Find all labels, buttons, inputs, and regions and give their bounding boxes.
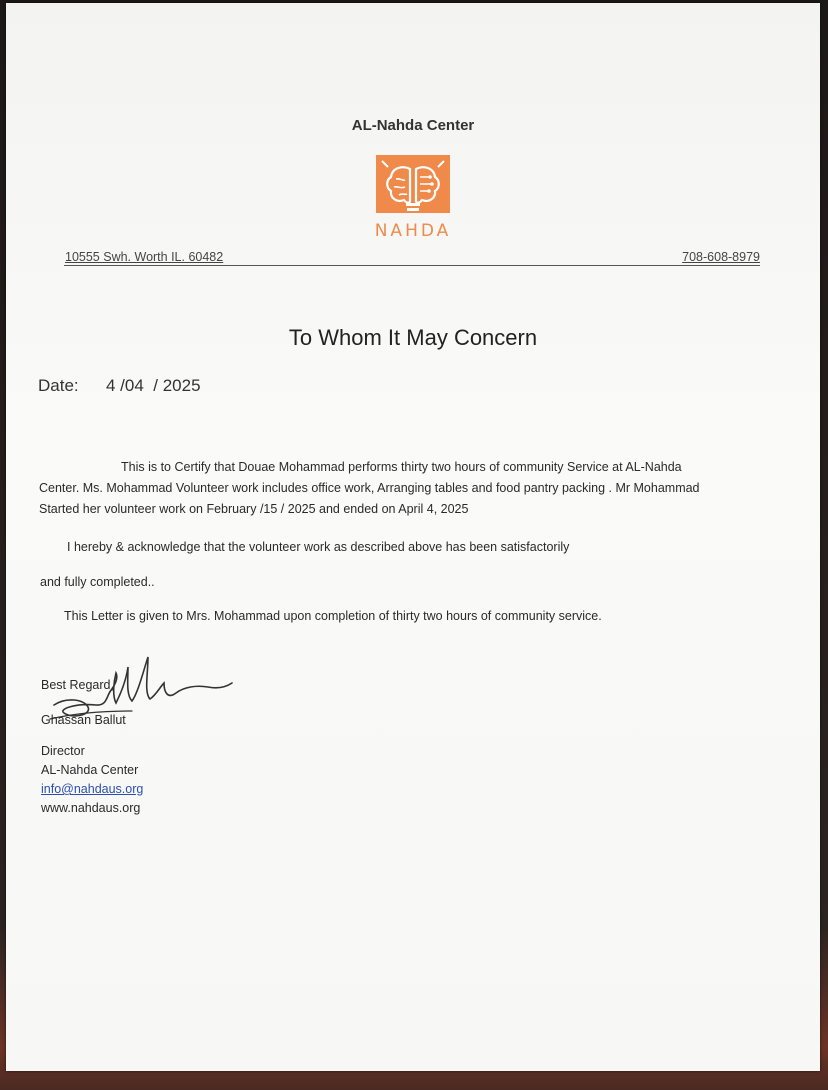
contact-email-link[interactable]: info@nahdaus.org (41, 782, 144, 796)
signer-org: AL-Nahda Center (41, 763, 139, 777)
body-paragraph-2: I hereby & acknowledge that the volunteer work as described above has been satisfactorily (67, 540, 570, 554)
signer-title: Director (41, 744, 85, 758)
date-label: Date: (38, 376, 79, 395)
date-value: 4 /04 / 2025 (106, 376, 201, 395)
closing-text: Best Regard, (41, 678, 114, 692)
letterhead-phone: 708-608-8979 (682, 250, 760, 264)
paragraph-1-line-2: Center. Ms. Mohammad Volunteer work includes office work, Arranging tables and food pantry packing . Mr Mohammad (39, 481, 700, 495)
letterhead-divider (64, 265, 760, 266)
body-paragraph-1 (39, 457, 799, 520)
paragraph-1-line-3: Started her volunteer work on February /15 / 2025 and ended on April 4, 2025 (39, 502, 469, 516)
paragraph-1-line-1: This is to Certify that Douae Mohammad performs thirty two hours of community Service at AL-Nahda (121, 460, 682, 474)
letterhead-org-name: AL-Nahda Center (351, 117, 475, 134)
signer-name: Ghassan Ballut (41, 713, 126, 727)
logo-wordmark: NAHDA (374, 221, 452, 241)
letter-heading: To Whom It May Concern (288, 325, 538, 350)
letterhead-address: 10555 Swh. Worth IL. 60482 (65, 250, 224, 264)
body-paragraph-3: and fully completed.. (40, 575, 155, 589)
body-paragraph-4: This Letter is given to Mrs. Mohammad upon completion of thirty two hours of community service. (64, 609, 602, 623)
letter-page (6, 3, 820, 1071)
website-text: www.nahdaus.org (41, 801, 141, 815)
